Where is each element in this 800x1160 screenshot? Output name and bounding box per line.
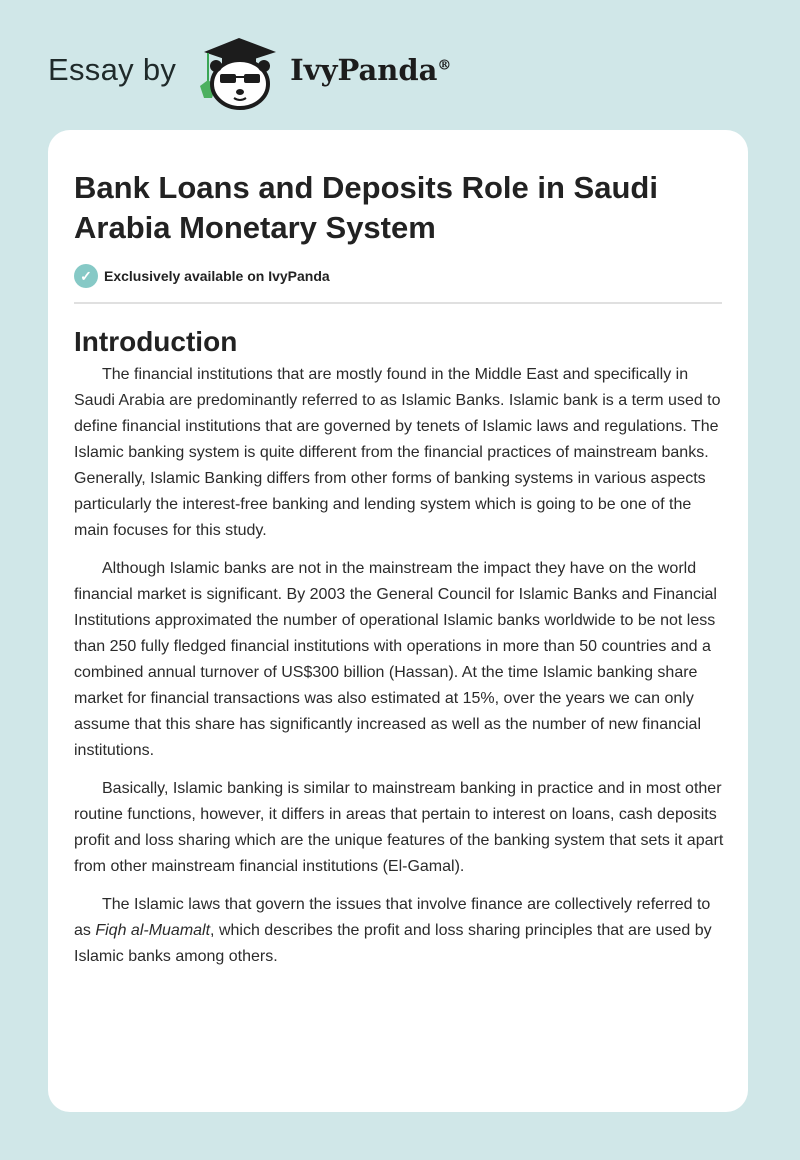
registered-mark: ® xyxy=(437,57,452,74)
brand-name[interactable] xyxy=(290,53,451,87)
paragraph xyxy=(74,892,724,970)
text: The Islamic laws that govern the issues that involve finance are collectively referred to as xyxy=(74,896,711,939)
page-title: Bank Loans and Deposits Role in Saudi Arabia Monetary System xyxy=(74,170,658,245)
panda-logo-icon[interactable] xyxy=(194,30,284,110)
paragraph: Basically, Islamic banking is similar to mainstream banking in practice and in most other routine functions, however, it differs in areas that pertain to interest on loans, cash deposits profit and loss sharing which are the unique features of the banking system that sets it apart from other mainstream financial institutions (El-Gamal). xyxy=(74,780,724,875)
text: , which describes the profit and loss sharing principles that are used by Islamic banks among others. xyxy=(74,922,712,965)
divider xyxy=(74,302,722,304)
essay-card xyxy=(48,130,748,1112)
section-heading: Introduction xyxy=(74,326,238,357)
paragraph: Although Islamic banks are not in the mainstream the impact they have on the world financial market is significant. By 2003 the General Council for Islamic Banks and Financial Institutions approximated the number of operational Islamic banks worldwide to be not less than 250 fully fledged financial institutions with operations in more than 50 countries and a combined annual turnover of US$300 billion (Hassan). At the time Islamic banking share market for financial transactions was also estimated at 15%, over the years we can only assume that this share has significantly increased as well as the number of new financial institutions. xyxy=(74,560,717,759)
brand-text: IvyPanda xyxy=(290,53,438,87)
exclusive-label: Exclusively available on IvyPanda xyxy=(104,268,330,284)
paragraph: The financial institutions that are mostly found in the Middle East and specifically in Saudi Arabia are predominantly referred to as Islamic Banks. Islamic bank is a term used to define financial institutions that are governed by tenets of Islamic laws and regulations. The Islamic banking system is quite different from the financial practices of mainstream banks. Generally, Islamic Banking differs from other forms of banking systems in various aspects particularly the interest-free banking and lending system which is going to be one of the main focuses for this study. xyxy=(74,366,721,539)
checkmark-icon: ✓ xyxy=(74,264,98,288)
italic-term: Fiqh al-Muamalt xyxy=(95,922,211,939)
exclusive-badge xyxy=(74,264,330,288)
essay-by-label: Essay by xyxy=(48,52,177,87)
essay-body xyxy=(74,362,724,982)
site-header xyxy=(48,30,451,110)
